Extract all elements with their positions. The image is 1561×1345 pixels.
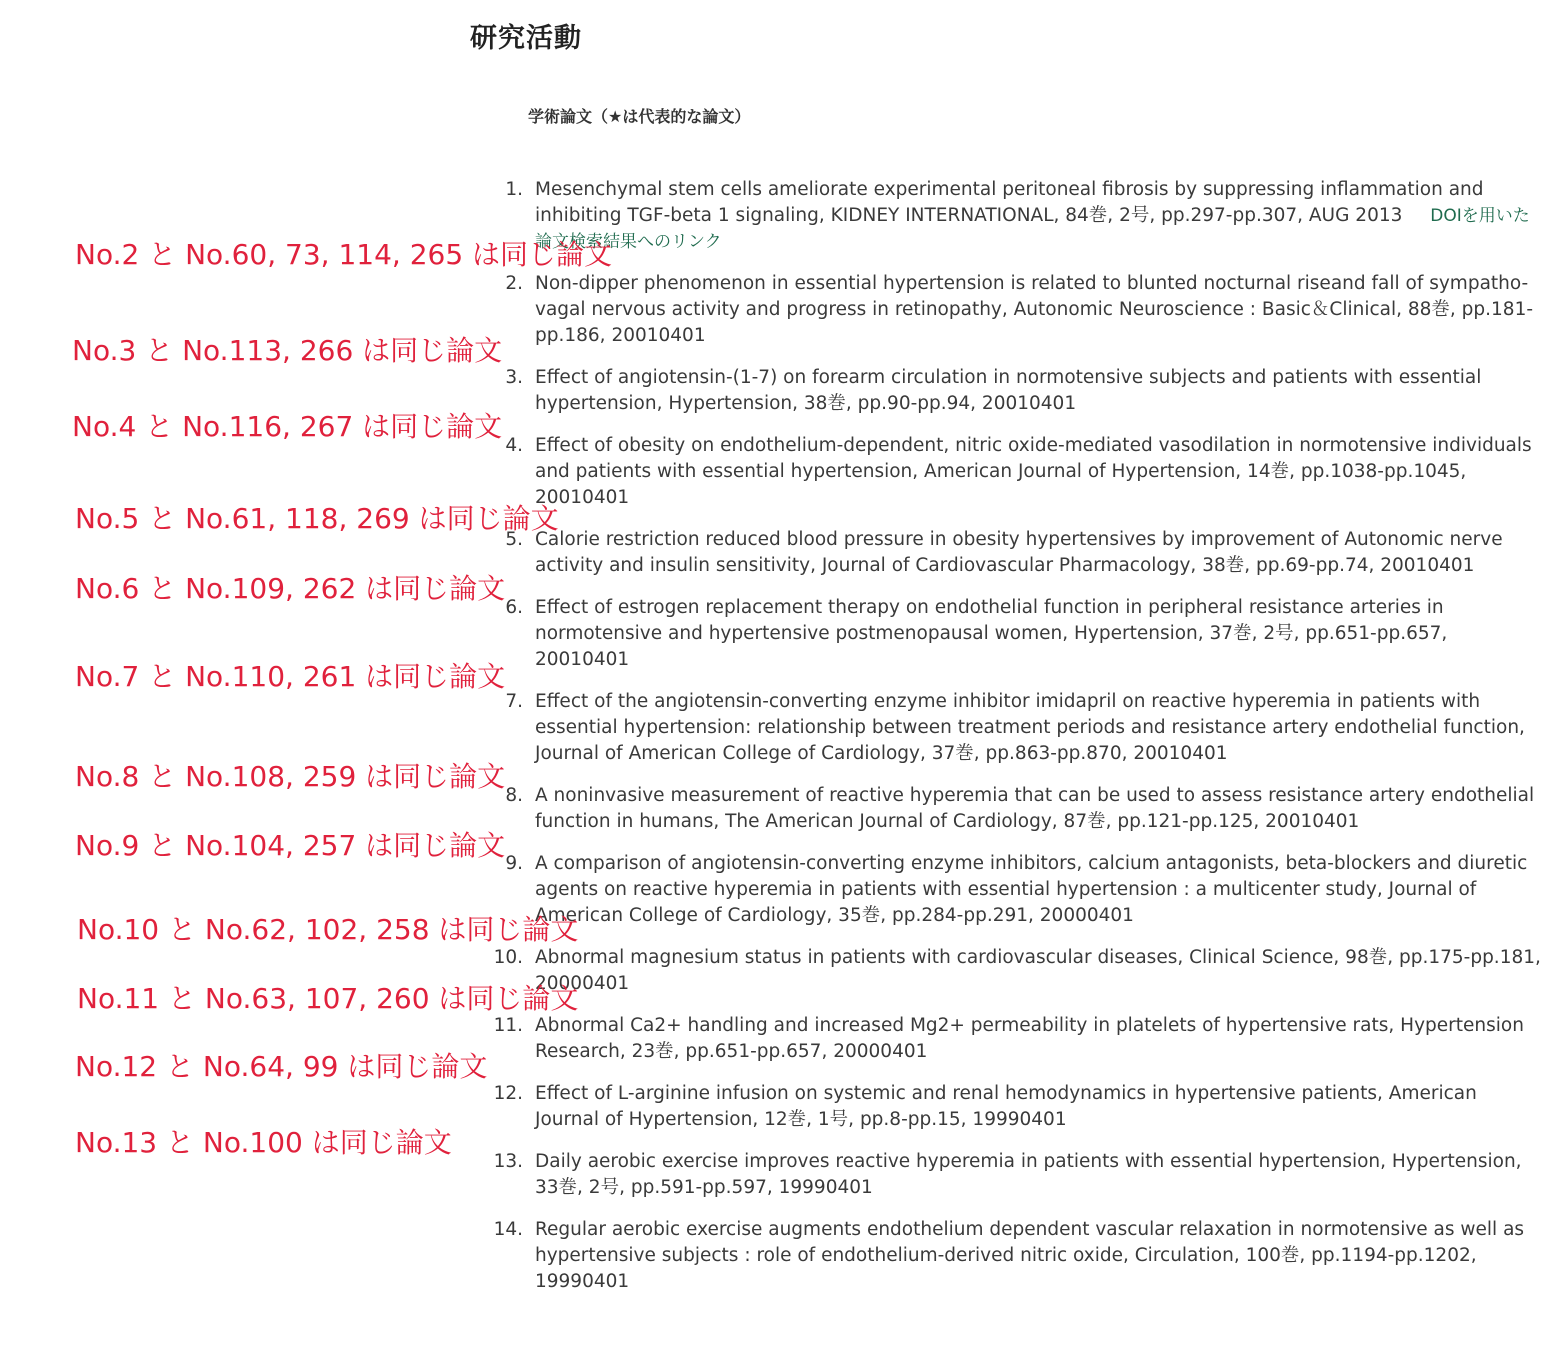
item-number: 10. [493, 947, 523, 968]
paper-citation: Abnormal magnesium status in patients with cardiovascular diseases, Clinical Science, 98巻, pp.175-pp.181, 20000401 [535, 947, 1541, 994]
paper-citation: A noninvasive measurement of reactive hyperemia that can be used to assess resistance artery endothelial function in humans, The American Journal of Cardiology, 87巻, pp.121-pp.125, 20010401 [535, 785, 1535, 832]
list-item [490, 783, 1542, 835]
paper-citation: Effect of the angiotensin-converting enzyme inhibitor imidapril on reactive hyperemia in patients with essential hypertension: relationship between treatment periods and resistance artery endothelial function, Journal of American College of Cardiology, 37巻, pp.863-pp.870, 20010401 [535, 691, 1525, 764]
list-item [490, 527, 1542, 579]
duplicate-note: No.10 と No.62, 102, 258 は同じ論文 [77, 913, 579, 946]
list-item [490, 689, 1542, 767]
duplicate-note: No.7 と No.110, 261 は同じ論文 [75, 660, 506, 693]
paper-citation: Effect of obesity on endothelium-dependent, nitric oxide-mediated vasodilation in normotensive individuals and patients with essential hypertension, American Journal of Hypertension, 14巻, pp.1038-pp.1045, 20010401 [535, 435, 1532, 508]
duplicate-note: No.13 と No.100 は同じ論文 [75, 1126, 452, 1159]
duplicate-note: No.3 と No.113, 266 は同じ論文 [72, 334, 503, 367]
list-item [490, 1217, 1542, 1295]
paper-citation: Non-dipper phenomenon in essential hypertension is related to blunted nocturnal riseand fall of sympatho-vagal nervous activity and progress in retinopathy, Autonomic Neuroscience : Basic＆Clinical, 88巻, pp.181-pp.186, 20010401 [535, 273, 1534, 346]
item-number: 9. [505, 853, 523, 874]
item-number: 1. [505, 179, 523, 200]
item-number: 13. [493, 1151, 523, 1172]
list-item [490, 365, 1542, 417]
item-number: 5. [505, 529, 523, 550]
list-item [490, 177, 1542, 255]
duplicate-note: No.11 と No.63, 107, 260 は同じ論文 [77, 982, 579, 1015]
list-item [490, 851, 1542, 929]
paper-citation: Effect of angiotensin-(1-7) on forearm circulation in normotensive subjects and patients with essential hypertension, Hypertension, 38巻, pp.90-pp.94, 20010401 [535, 367, 1482, 414]
item-number: 14. [493, 1219, 523, 1240]
paper-citation: Daily aerobic exercise improves reactive hyperemia in patients with essential hypertension, Hypertension, 33巻, 2号, pp.591-pp.597, 19990401 [535, 1151, 1522, 1198]
doi-search-link[interactable]: DOIを用いた論文検索結果へのリンク [535, 206, 1530, 252]
section-heading: 学術論文（★は代表的な論文） [528, 107, 751, 126]
paper-citation: A comparison of angiotensin-converting enzyme inhibitors, calcium antagonists, beta-blockers and diuretic agents on reactive hyperemia in patients with essential hypertension : a multicenter study, Journal of American College of Cardiology, 35巻, pp.284-pp.291, 20000401 [535, 853, 1528, 926]
list-item [490, 945, 1542, 997]
duplicate-note: No.12 と No.64, 99 は同じ論文 [75, 1050, 488, 1083]
list-item [490, 595, 1542, 673]
paper-list [490, 177, 1542, 1311]
duplicate-note: No.4 と No.116, 267 は同じ論文 [72, 410, 503, 443]
duplicate-note: No.8 と No.108, 259 は同じ論文 [75, 760, 506, 793]
paper-citation: Calorie restriction reduced blood pressure in obesity hypertensives by improvement of Autonomic nerve activity and insulin sensitivity, Journal of Cardiovascular Pharmacology, 38巻, pp.69-pp.74, 20010401 [535, 529, 1503, 576]
page-title: 研究活動 [470, 23, 582, 54]
paper-citation: Abnormal Ca2+ handling and increased Mg2+ permeability in platelets of hypertensive rats, Hypertension Research, 23巻, pp.651-pp.657, 20000401 [535, 1015, 1524, 1062]
item-number: 12. [493, 1083, 523, 1104]
item-number: 11. [493, 1015, 523, 1036]
item-number: 8. [505, 785, 523, 806]
list-item [490, 1149, 1542, 1201]
list-item [490, 271, 1542, 349]
list-item [490, 1081, 1542, 1133]
item-number: 6. [505, 597, 523, 618]
item-number: 4. [505, 435, 523, 456]
item-number: 3. [505, 367, 523, 388]
duplicate-note: No.2 と No.60, 73, 114, 265 は同じ論文 [75, 238, 613, 271]
duplicate-note: No.6 と No.109, 262 は同じ論文 [75, 572, 506, 605]
paper-citation: Regular aerobic exercise augments endothelium dependent vascular relaxation in normotensive as well as hypertensive subjects : role of endothelium-derived nitric oxide, Circulation, 100巻, pp.1194-pp.1202, 19990401 [535, 1219, 1525, 1292]
list-item [490, 433, 1542, 511]
list-item [490, 1013, 1542, 1065]
paper-citation: Mesenchymal stem cells ameliorate experimental peritoneal fibrosis by suppressing inflammation and inhibiting TGF-beta 1 signaling, KIDNEY INTERNATIONAL, 84巻, 2号, pp.297-pp.307, AUG 2013 [535, 179, 1484, 226]
duplicate-note: No.9 と No.104, 257 は同じ論文 [75, 829, 506, 862]
paper-citation: Effect of L-arginine infusion on systemic and renal hemodynamics in hypertensive patients, American Journal of Hypertension, 12巻, 1号, pp.8-pp.15, 19990401 [535, 1083, 1477, 1130]
item-number: 2. [505, 273, 523, 294]
item-number: 7. [505, 691, 523, 712]
duplicate-note: No.5 と No.61, 118, 269 は同じ論文 [75, 502, 559, 535]
paper-citation: Effect of estrogen replacement therapy on endothelial function in peripheral resistance arteries in normotensive and hypertensive postmenopausal women, Hypertension, 37巻, 2号, pp.651-pp.657, 20010401 [535, 597, 1448, 670]
